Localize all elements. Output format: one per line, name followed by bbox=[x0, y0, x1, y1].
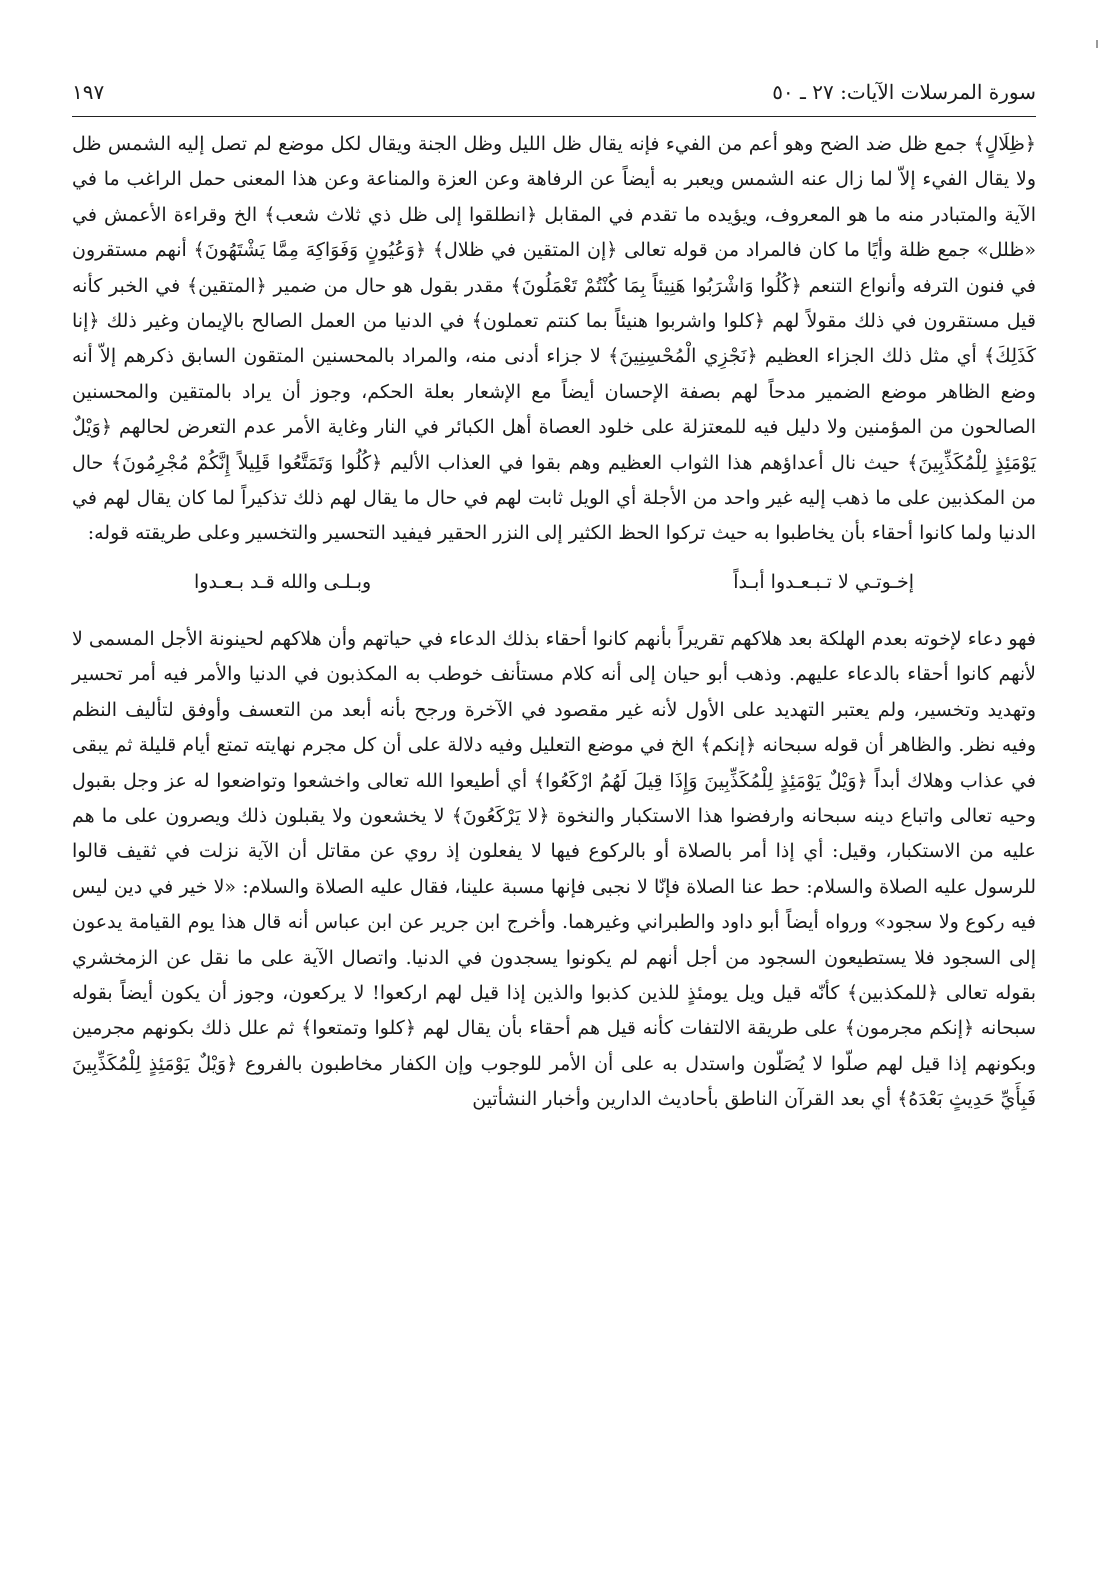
running-head bbox=[72, 80, 1036, 117]
corner-mark bbox=[1096, 40, 1098, 48]
page-number: ١٩٧ bbox=[72, 80, 105, 104]
verse-second-hemistich: وبـلـى والله قـد بـعـدوا bbox=[194, 570, 372, 593]
poetry-verse bbox=[194, 564, 914, 600]
body-text bbox=[72, 127, 1036, 1118]
verse-first-hemistich: إخـوتـي لا تـبـعـدوا أبـداً bbox=[733, 570, 914, 593]
surah-title: سورة المرسلات الآيات: ٢٧ ـ ٥٠ bbox=[772, 80, 1036, 104]
paragraph-1: ﴿ظِلَالٍ﴾ جمع ظل ضد الضح وهو أعم من الفيء فإنه يقال ظل الليل وظل الجنة ويقال لكل موضع لم تصل إليه الشمس ظل ولا يقال الفيء إلاّ لما زال عنه الشمس ويعبر به أيضاً عن الرفاهة وعن العزة والمناعة وعن هذا المعنى حمل الراغب ما في الآية والمتبادر منه ما هو المعروف، ويؤيده ما تقدم في المقابل ﴿انطلقوا إلى ظل ذي ثلاث شعب﴾ الخ وقراءة الأعمش في «ظلل» جمع ظلة وأيًا ما كان فالمراد من قوله تعالى ﴿إن المتقين في ظلال﴾ ﴿وَعُيُونٍ وَفَوَاكِهَ مِمَّا يَشْتَهُونَ﴾ أنهم مستقرون في فنون الترفه وأنواع التنعم ﴿كُلُوا وَاشْرَبُوا هَنِيئاً بِمَا كُنْتُمْ تَعْمَلُونَ﴾ مقدر بقول هو حال من ضمير ﴿المتقين﴾ في الخبر كأنه قيل مستقرون في ذلك مقولاً لهم ﴿كلوا واشربوا هنيئاً بما كنتم تعملون﴾ في الدنيا من العمل الصالح بالإيمان وغير ذلك ﴿إنا كَذَلِكَ﴾ أي مثل ذلك الجزاء العظيم ﴿نَجْزِي الْمُحْسِنِينَ﴾ لا جزاء أدنى منه، والمراد بالمحسنين المتقون السابق ذكرهم إلاّ أنه وضع الظاهر موضع الضمير مدحاً لهم بصفة الإحسان أيضاً مع الإشعار بعلة الحكم، وجوز أن يراد بالمتقين والمحسنين الصالحون من المؤمنين ولا دليل فيه للمعتزلة على خلود العصاة أهل الكبائر في النار وغاية الأمر عدم التعرض لحالهم ﴿وَيْلٌ يَوْمَئِذٍ لِلْمُكَذِّبِينَ﴾ حيث نال أعداؤهم هذا الثواب العظيم وهم بقوا في العذاب الأليم ﴿كُلُوا وَتَمَتَّعُوا قَلِيلاً إِنَّكُمْ مُجْرِمُونَ﴾ حال من المكذبين على ما ذهب إليه غير واحد من الأجلة أي الويل ثابت لهم في حال ما يقال لهم ذلك تذكيراً لما كان يقال لهم في الدنيا ولما كانوا أحقاء بأن يخاطبوا به حيث تركوا الحظ الكثير إلى النزر الحقير فيفيد التحسير والتخسير وعلى طريقته قوله: bbox=[72, 133, 1036, 545]
paragraph-2: فهو دعاء لإخوته بعدم الهلكة بعد هلاكهم تقريراً بأنهم كانوا أحقاء بذلك الدعاء في حياتهم وأن هلاكهم لحينونة الأجل المسمى لا لأنهم كانوا أحقاء بالدعاء عليهم. وذهب أبو حيان إلى أنه كلام مستأنف خوطب به المكذبون في الدنيا والأمر فيه أمر تحسير وتهديد وتخسير، ولم يعتبر التهديد على الأول لأنه غير مقصود في الآخرة ورجح بأنه أبعد من التعسف وأوفق لتأليف النظم وفيه نظر. والظاهر أن قوله سبحانه ﴿إنكم﴾ الخ في موضع التعليل وفيه دلالة على أن كل مجرم نهايته تمتع أيام قليلة ثم يبقى في عذاب وهلاك أبداً ﴿وَيْلٌ يَوْمَئِذٍ لِلْمُكَذِّبِينَ وَإِذَا قِيلَ لَهُمُ ارْكَعُوا﴾ أي أطيعوا الله تعالى واخشعوا وتواضعوا له عز وجل بقبول وحيه تعالى واتباع دينه سبحانه وارفضوا هذا الاستكبار والنخوة ﴿لا يَرْكَعُونَ﴾ لا يخشعون ولا يقبلون ذلك ويصرون على ما هم عليه من الاستكبار، وقيل: أي إذا أمر بالصلاة أو بالركوع فيها لا يفعلون إذ روي عن مقاتل أن الآية نزلت في ثقيف قالوا للرسول عليه الصلاة والسلام: حط عنا الصلاة فإنّا لا نجبى فإنها مسبة علينا، فقال عليه الصلاة والسلام: «لا خير في دين ليس فيه ركوع ولا سجود» ورواه أيضاً أبو داود والطبراني وغيرهما. وأخرج ابن جرير عن ابن عباس أنه قال هذا يوم القيامة يدعون إلى السجود فلا يستطيعون السجود من أجل أنهم لم يكونوا يسجدون في الدنيا. واتصال الآية على ما نقل عن الزمخشري بقوله تعالى ﴿للمكذبين﴾ كأنّه قيل ويل يومئذٍ للذين كذبوا والذين إذا قيل لهم اركعوا! لا يركعون، وجوز أن يكون أيضاً بقوله سبحانه ﴿إنكم مجرمون﴾ على طريقة الالتفات كأنه قيل هم أحقاء بأن يقال لهم ﴿كلوا وتمتعوا﴾ ثم علل ذلك بكونهم مجرمين وبكونهم إذا قيل لهم صلّوا لا يُصَلّون واستدل به على أن الأمر للوجوب وإن الكفار مخاطبون بالفروع ﴿وَيْلٌ يَوْمَئِذٍ لِلْمُكَذِّبِينَ فَبِأَيِّ حَدِيثٍ بَعْدَهُ﴾ أي بعد القرآن الناطق بأحاديث الدارين وأخبار النشأتين bbox=[72, 627, 1036, 1111]
